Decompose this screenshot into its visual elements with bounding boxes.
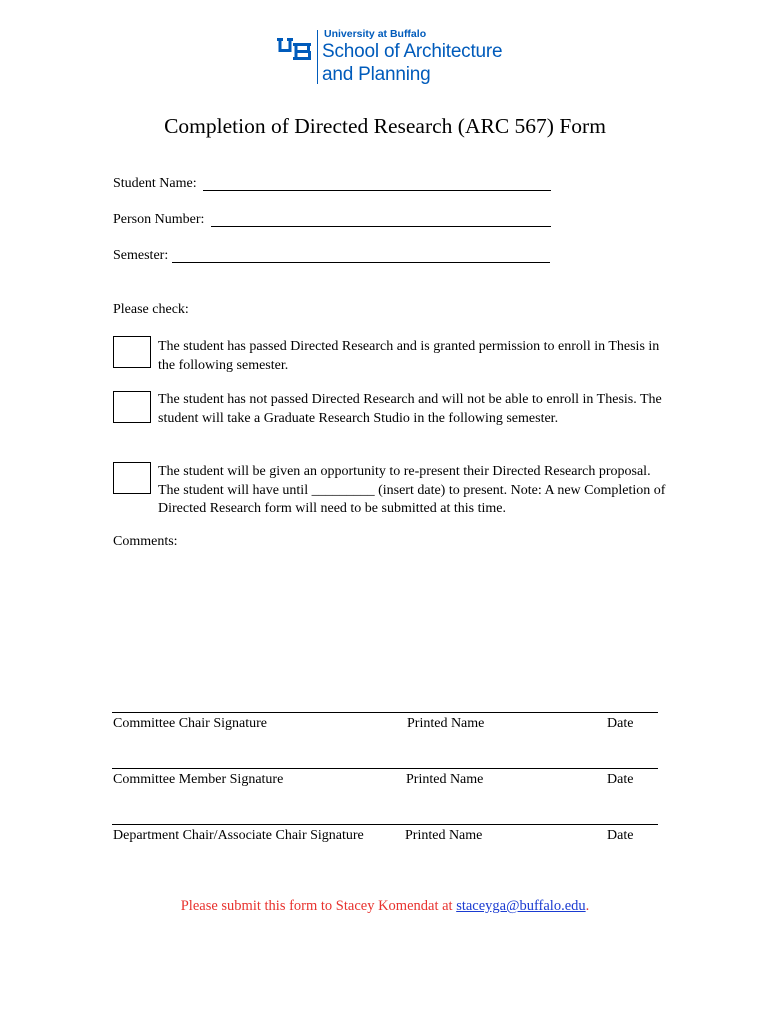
email-link[interactable]: staceyga@buffalo.edu xyxy=(456,898,586,914)
committee-member-printed-name-label: Printed Name xyxy=(406,772,484,787)
person-number-field[interactable] xyxy=(113,212,204,228)
person-number-line[interactable] xyxy=(211,226,551,227)
person-number-label: Person Number: xyxy=(113,212,205,227)
semester-field[interactable] xyxy=(113,248,168,264)
university-name: University at Buffalo xyxy=(324,28,427,40)
department-chair-printed-name-label: Printed Name xyxy=(405,828,483,843)
committee-member-signature-line[interactable] xyxy=(112,768,658,787)
ub-monogram-icon xyxy=(276,36,314,62)
option-passed-text: The student has passed Directed Research and is granted permission to enroll in Thesis in the following semester. xyxy=(158,339,660,373)
check-prompt: Please check: xyxy=(113,302,189,317)
submission-note-text: Please submit this form to Stacey Komendat at xyxy=(180,898,457,914)
not-passed-checkbox[interactable] xyxy=(113,391,151,423)
semester-label: Semester: xyxy=(113,248,169,263)
ub-logo xyxy=(276,28,516,90)
student-name-field[interactable] xyxy=(113,176,197,192)
semester-line[interactable] xyxy=(172,262,550,263)
department-chair-signature-label: Department Chair/Associate Chair Signature xyxy=(113,828,364,843)
passed-checkbox[interactable] xyxy=(113,336,151,368)
committee-chair-signature-label: Committee Chair Signature xyxy=(113,716,267,731)
re-present-checkbox[interactable] xyxy=(113,462,151,494)
submission-note xyxy=(0,898,770,915)
department-chair-signature-line[interactable] xyxy=(112,824,658,843)
student-name-line[interactable] xyxy=(203,190,551,191)
comments-label: Comments: xyxy=(113,534,178,549)
committee-member-date-label: Date xyxy=(607,772,634,787)
committee-chair-date-label: Date xyxy=(607,716,634,731)
school-name-line1: School of Architecture xyxy=(322,41,503,62)
submission-note-end: . xyxy=(585,898,590,914)
page-title: Completion of Directed Research (ARC 567) Form xyxy=(164,114,606,138)
department-chair-date-label: Date xyxy=(607,828,634,843)
logo-divider xyxy=(317,30,318,84)
committee-chair-signature-line[interactable] xyxy=(112,712,658,731)
option-not-passed-text: The student has not passed Directed Research and will not be able to enroll in Thesis. The student will take a Graduate Research Studio in the following semester. xyxy=(158,392,662,426)
committee-member-signature-label: Committee Member Signature xyxy=(113,772,284,787)
option-re-present-text: The student will be given an opportunity to re-present their Directed Research proposal. The student will have until _________ (insert date) to present. Note: A new Completion of Directed Research form will need to be submitted at this time. xyxy=(158,464,666,516)
committee-chair-printed-name-label: Printed Name xyxy=(407,716,485,731)
student-name-label: Student Name: xyxy=(113,176,197,191)
school-name-line2: and Planning xyxy=(322,64,431,85)
